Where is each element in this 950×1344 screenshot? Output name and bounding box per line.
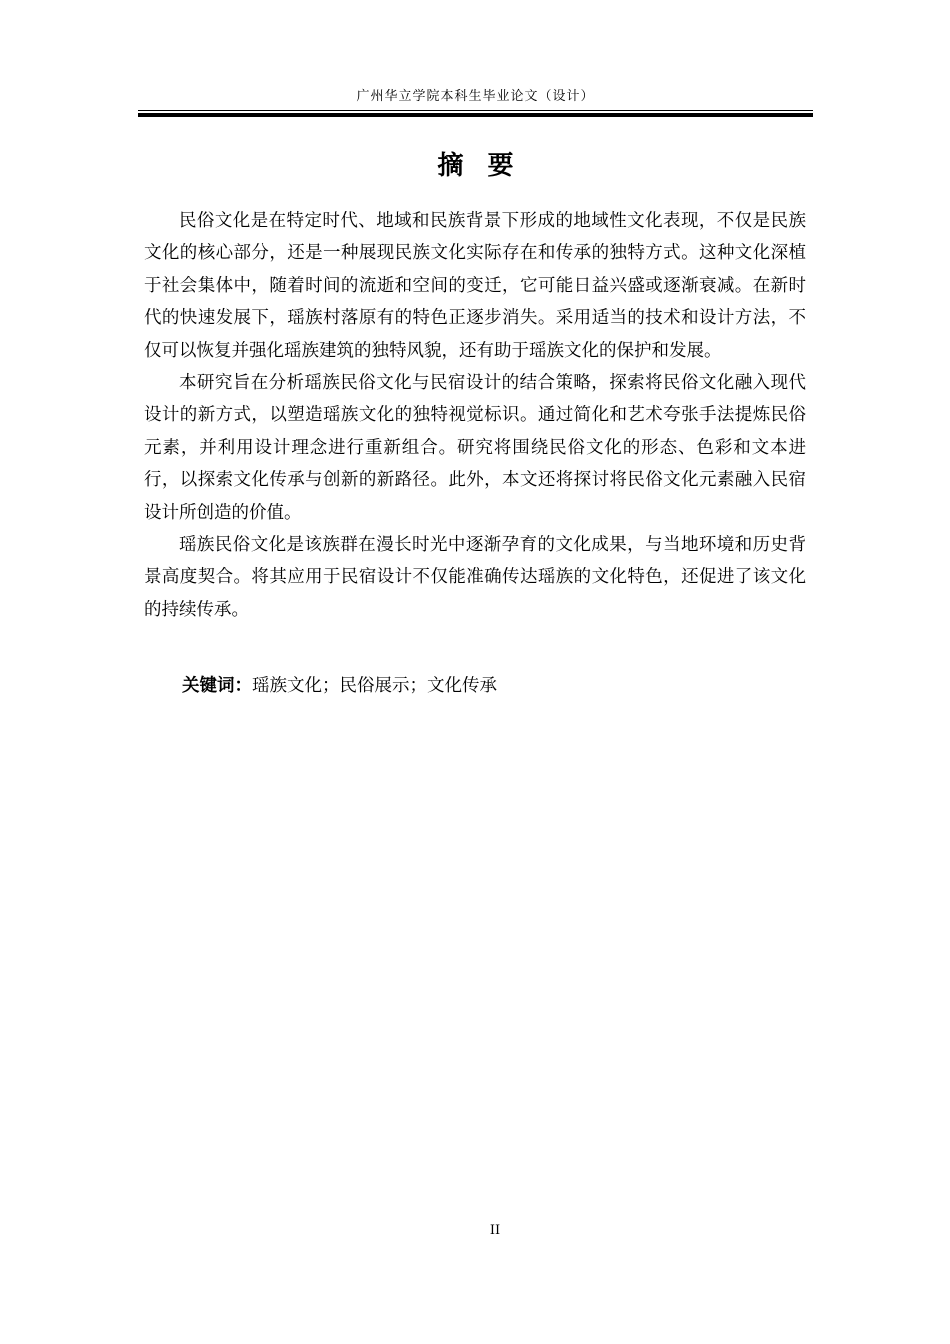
header-rule-thick <box>138 113 813 117</box>
abstract-paragraph-2: 本研究旨在分析瑶族民俗文化与民宿设计的结合策略，探索将民俗文化融入现代设计的新方式，以塑造瑶族文化的独特视觉标识。通过简化和艺术夸张手法提炼民俗元素，并利用设计理念进行重新组合。研究将围绕民俗文化的形态、色彩和文本进行，以探索文化传承与创新的新路径。此外，本文还将探讨将民俗文化元素融入民宿设计所创造的价值。 <box>144 373 806 523</box>
header-rule-thin <box>138 110 813 111</box>
keywords-value: 瑶族文化；民俗展示；文化传承 <box>252 676 497 696</box>
abstract-paragraph-1: 民俗文化是在特定时代、地域和民族背景下形成的地域性文化表现，不仅是民族文化的核心部分，还是一种展现民族文化实际存在和传承的独特方式。这种文化深植于社会集体中，随着时间的流逝和空间的变迁，它可能日益兴盛或逐渐衰减。在新时代的快速发展下，瑶族村落原有的特色正逐步消失。采用适当的技术和设计方法，不仅可以恢复并强化瑶族建筑的独特风貌，还有助于瑶族文化的保护和发展。 <box>144 211 806 361</box>
abstract-paragraph-3: 瑶族民俗文化是该族群在漫长时光中逐渐孕育的文化成果，与当地环境和历史背景高度契合。将其应用于民宿设计不仅能准确传达瑶族的文化特色，还促进了该文化的持续传承。 <box>144 535 806 620</box>
keywords-label: 关键词： <box>182 676 252 696</box>
keywords-line <box>182 670 497 702</box>
abstract-body <box>144 205 806 626</box>
abstract-title: 摘要 <box>437 151 538 181</box>
running-header: 广州华立学院本科生毕业论文（设计） <box>356 89 595 104</box>
page-number: II <box>489 1223 501 1238</box>
